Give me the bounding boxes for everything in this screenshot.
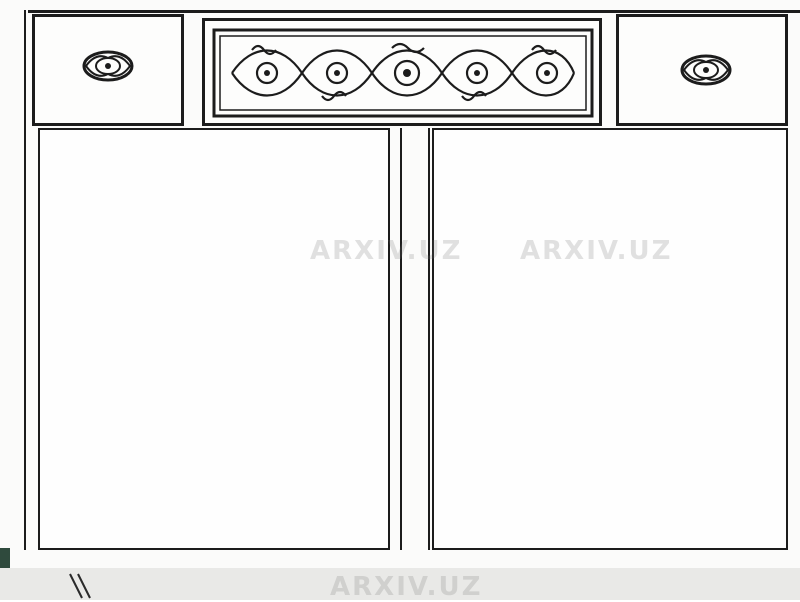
left-line-7 — [54, 452, 374, 490]
right-line-1 — [448, 150, 772, 188]
ornamental-scroll-icon — [212, 28, 594, 118]
left-line-6 — [54, 400, 374, 438]
right-text-panel — [432, 128, 788, 550]
top-border-line — [28, 10, 800, 13]
left-margin-line — [24, 10, 26, 550]
right-line-6 — [448, 420, 772, 458]
right-line-4 — [448, 312, 772, 350]
watermark-middle: ARXIV.UZ — [520, 236, 673, 266]
left-line-8 — [54, 504, 374, 542]
left-line-1 — [54, 140, 374, 178]
right-line-7 — [448, 474, 772, 512]
column-divider-inner — [428, 128, 430, 550]
rosette-right-icon — [678, 50, 734, 90]
double-slash-icon — [64, 570, 104, 600]
left-text-panel — [38, 128, 390, 550]
column-divider — [400, 128, 402, 550]
left-line-4 — [54, 296, 374, 334]
left-line-2 — [54, 192, 374, 230]
left-line-5 — [54, 348, 374, 386]
watermark-top: ARXIV.UZ — [310, 236, 463, 266]
right-line-8 — [448, 514, 772, 552]
right-line-5 — [448, 366, 772, 404]
watermark-bottom: ARXIV.UZ — [330, 572, 483, 602]
rosette-left-icon — [80, 46, 136, 86]
